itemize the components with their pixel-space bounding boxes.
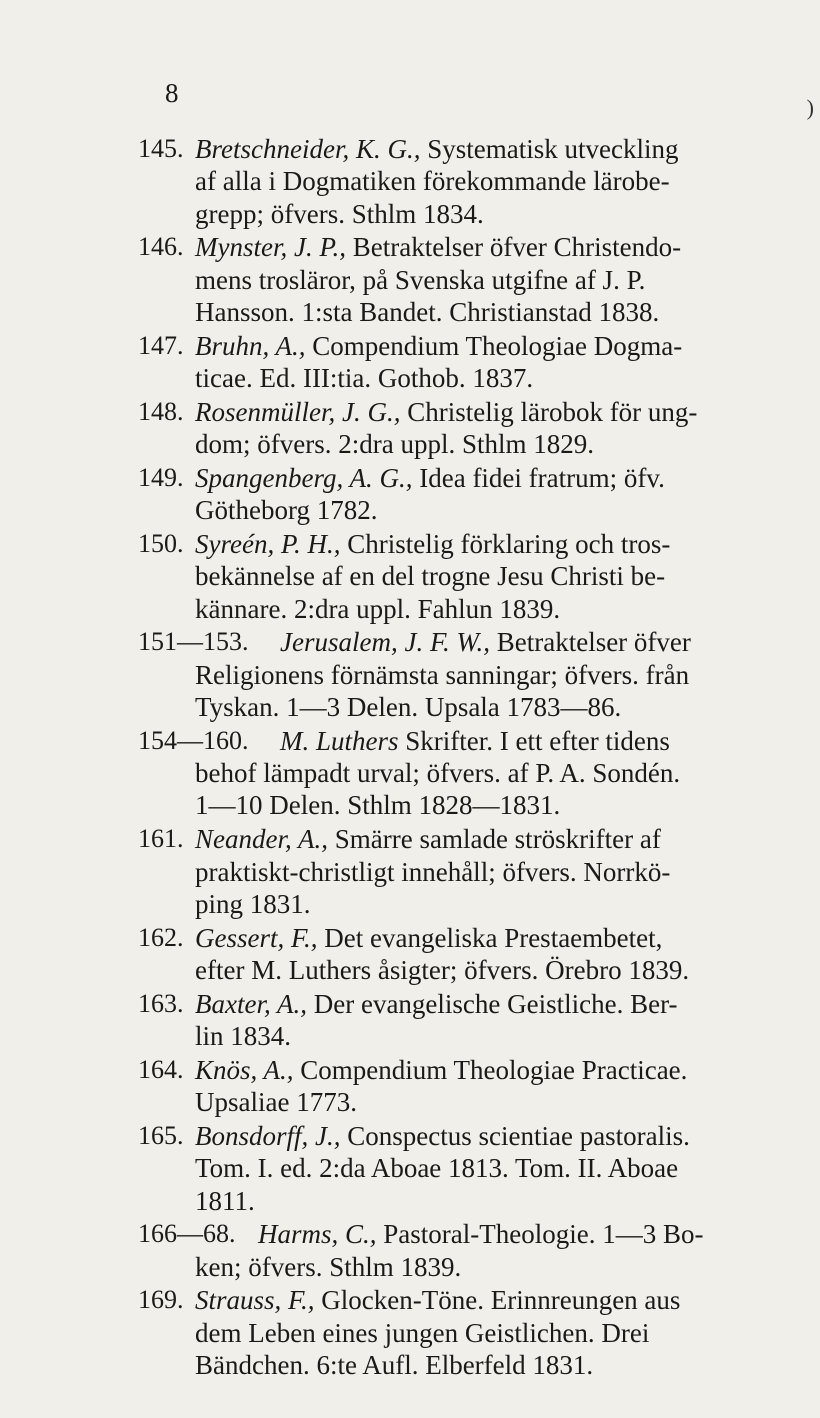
entry-line xyxy=(195,593,788,625)
bibliography-entry xyxy=(138,823,788,920)
entry-author: Rosenmüller, J. G., xyxy=(195,396,401,427)
entry-text: 1811. xyxy=(195,1185,255,1216)
entry-text: praktiskt-christligt innehåll; öfvers. Norrkö- xyxy=(195,856,671,887)
bibliography-entry xyxy=(138,626,788,723)
entry-text: Christelig förklaring och tros- xyxy=(347,529,671,560)
entry-text: ping 1831. xyxy=(195,888,311,919)
entry-author: M. Luthers xyxy=(280,725,399,756)
entry-line xyxy=(195,659,788,691)
entry-text: Betraktelser öfver xyxy=(496,627,691,658)
entry-line xyxy=(195,133,788,165)
entry-author: Spangenberg, A. G., xyxy=(195,462,413,493)
bibliography-entry xyxy=(138,725,788,822)
entry-line xyxy=(195,396,788,428)
entry-line xyxy=(195,198,788,230)
entry-number: 161. xyxy=(138,824,184,854)
entry-text: ken; öfvers. Sthlm 1839. xyxy=(195,1251,462,1282)
bibliography-entry xyxy=(138,330,788,395)
entry-text: Upsaliae 1773. xyxy=(195,1087,357,1118)
entry-text: bekännelse af en del trogne Jesu Christi be- xyxy=(195,561,666,592)
entry-number: 145. xyxy=(138,134,184,163)
entry-line xyxy=(195,888,788,920)
bibliography-entry xyxy=(138,1054,788,1119)
bibliography-entry xyxy=(138,922,788,987)
entry-author: Neander, A., xyxy=(195,824,328,855)
entry-text: Der evangelische Geistliche. Ber- xyxy=(313,988,678,1019)
entry-number: 163. xyxy=(138,988,184,1018)
entry-number: 164. xyxy=(138,1054,184,1084)
entry-text: Skrifter. I ett efter tidens xyxy=(405,725,670,756)
entry-line xyxy=(195,988,788,1020)
entry-line xyxy=(195,1152,788,1184)
entry-text: Systematisk utveckling xyxy=(427,134,679,164)
entry-line xyxy=(195,462,788,494)
entry-line xyxy=(195,560,788,592)
entry-line xyxy=(195,789,788,821)
entry-text: dom; öfvers. 2:dra uppl. Sthlm 1829. xyxy=(195,429,594,460)
bibliography-entry xyxy=(138,396,788,461)
entry-number: 169. xyxy=(138,1285,184,1315)
entry-text: Götheborg 1782. xyxy=(195,495,378,526)
entry-number: 149. xyxy=(138,462,184,492)
entry-text: Compendium Theologiae Practicae. xyxy=(300,1054,688,1085)
bibliography-entry xyxy=(138,231,788,328)
entry-line xyxy=(195,1317,788,1349)
entry-line xyxy=(195,1284,788,1316)
entry-text: mens trosläror, på Svenska utgifne af J. P. xyxy=(195,264,646,295)
entry-text: Tom. I. ed. 2:da Aboae 1813. Tom. II. Aboae xyxy=(195,1153,679,1184)
entry-line xyxy=(195,165,788,197)
entry-number: 151—153. xyxy=(138,627,249,657)
entry-author: Bruhn, A., xyxy=(195,330,306,361)
entry-line xyxy=(195,1185,788,1217)
edge-mark: ) xyxy=(806,95,814,120)
entry-text: lin 1834. xyxy=(195,1021,292,1052)
entry-line xyxy=(195,330,788,362)
entry-author: Mynster, J. P., xyxy=(195,232,346,263)
entry-author: Jerusalem, J. F. W., xyxy=(280,627,490,658)
entry-text: Pastoral-Theologie. 1—3 Bo- xyxy=(383,1219,704,1250)
entry-author: Strauss, F., xyxy=(195,1285,315,1316)
entry-line xyxy=(195,296,788,328)
entry-number: 154—160. xyxy=(138,725,249,755)
entry-line xyxy=(195,528,788,560)
entry-text: Bändchen. 6:te Aufl. Elberfeld 1831. xyxy=(195,1349,594,1380)
bibliography-list xyxy=(138,133,788,1383)
entry-line xyxy=(258,1218,788,1250)
entry-line xyxy=(195,1054,788,1086)
page-number: 8 xyxy=(165,78,179,108)
entry-text: Idea fidei fratrum; öfv. xyxy=(419,462,665,493)
entry-line xyxy=(195,1251,788,1283)
entry-text: Smärre samlade ströskrifter af xyxy=(334,824,661,855)
entry-line xyxy=(195,1086,788,1118)
entry-line xyxy=(195,1120,788,1152)
entry-text: Compendium Theologiae Dogma- xyxy=(312,330,683,361)
entry-text: Religionens förnämsta sanningar; öfvers. från xyxy=(195,659,690,690)
entry-number: 166—68. xyxy=(138,1219,236,1249)
entry-author: Bretschneider, K. G., xyxy=(195,134,421,164)
entry-text: dem Leben eines jungen Geistlichen. Drei xyxy=(195,1317,650,1348)
entry-text: behof lämpadt urval; öfvers. af P. A. Sondén. xyxy=(195,758,681,789)
entry-text: Betraktelser öfver Christendo- xyxy=(352,232,682,263)
entry-line xyxy=(195,231,788,263)
bibliography-entry xyxy=(138,133,788,230)
entry-author: Harms, C., xyxy=(258,1219,377,1250)
bibliography-entry xyxy=(138,1284,788,1381)
entry-text: ticae. Ed. III:tia. Gothob. 1837. xyxy=(195,363,534,394)
entry-line xyxy=(195,922,788,954)
entry-text: Det evangeliska Prestaembetet, xyxy=(324,922,663,953)
entry-author: Gessert, F., xyxy=(195,922,318,953)
entry-line xyxy=(195,691,788,723)
bibliography-entry xyxy=(138,528,788,625)
entry-number: 162. xyxy=(138,922,184,952)
entry-text: kännare. 2:dra uppl. Fahlun 1839. xyxy=(195,593,561,624)
entry-line xyxy=(280,626,788,658)
entry-text: Christelig lärobok för ung- xyxy=(407,396,698,427)
bibliography-entry xyxy=(138,1218,788,1283)
entry-text: 1—10 Delen. Sthlm 1828—1831. xyxy=(195,790,561,821)
bibliography-entry xyxy=(138,988,788,1053)
entry-number: 147. xyxy=(138,330,184,360)
entry-number: 150. xyxy=(138,529,184,559)
entry-author: Baxter, A., xyxy=(195,988,307,1019)
entry-line xyxy=(195,1349,788,1381)
entry-line xyxy=(195,856,788,888)
bibliography-entry xyxy=(138,462,788,527)
entry-line xyxy=(195,823,788,855)
entry-text: af alla i Dogmatiken förekommande lärobe- xyxy=(195,166,670,197)
entry-text: Tyskan. 1—3 Delen. Upsala 1783—86. xyxy=(195,692,622,723)
bibliography-entry xyxy=(138,1120,788,1217)
entry-text: Conspectus scientiae pastoralis. xyxy=(347,1120,690,1151)
entry-author: Syreén, P. H., xyxy=(195,529,341,560)
entry-text: Glocken-Töne. Erinnreungen aus xyxy=(321,1285,681,1316)
entry-line xyxy=(195,954,788,986)
entry-line xyxy=(195,428,788,460)
entry-text: grepp; öfvers. Sthlm 1834. xyxy=(195,198,484,229)
entry-author: Knös, A., xyxy=(195,1054,294,1085)
entry-line xyxy=(280,725,788,757)
entry-number: 146. xyxy=(138,232,184,262)
entry-text: efter M. Luthers åsigter; öfvers. Örebro 1839. xyxy=(195,954,690,985)
entry-line xyxy=(195,1020,788,1052)
entry-line xyxy=(195,494,788,526)
entry-line xyxy=(195,757,788,789)
entry-author: Bonsdorff, J., xyxy=(195,1120,341,1151)
entry-line xyxy=(195,264,788,296)
entry-text: Hansson. 1:sta Bandet. Christianstad 1838. xyxy=(195,296,660,327)
entry-line xyxy=(195,362,788,394)
entry-number: 148. xyxy=(138,396,184,426)
entry-number: 165. xyxy=(138,1120,184,1150)
